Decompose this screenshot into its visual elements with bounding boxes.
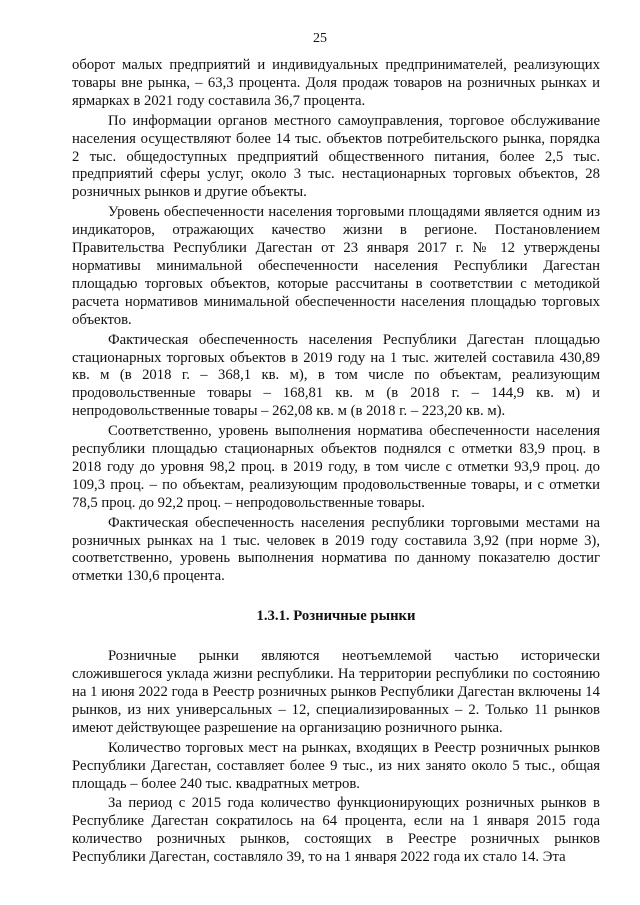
page-number: 25 [313,31,327,46]
paragraph: оборот малых предприятий и индивидуальных предпринимателей, реализующих товары вне рынка, – 63,3 процента. Доля продаж товаров на розничных рынках и ярмарках в 2021 году составила 36,7 процента. [72,57,600,109]
paragraph: Розничные рынки являются неотъемлемой частью исторически сложившегося уклада жизни республики. На территории республики по состоянию на 1 июня 2022 года в Реестр розничных рынков Республики Дагестан включены 14 рынков, из них универсальных – 12, специализированных – 2. Только 11 рынков имеют действующее разрешение на организацию розничного рынка. [72,648,600,736]
section-heading: 1.3.1. Розничные рынки [256,608,416,625]
paragraph: Уровень обеспеченности населения торговыми площадями является одним из индикаторов, отражающих качество жизни в регионе. Постановлением Правительства Республики Дагестан от 23 января 2017 г. № 12 утверждены нормативы минимальной обеспеченности населения Республики Дагестан площадью торговых объектов, которые рассчитаны в соответствии с методикой расчета нормативов минимальной обеспеченности населения площадью торговых объектов. [72,204,600,328]
paragraph: По информации органов местного самоуправления, торговое обслуживание населения осуществляют более 14 тыс. объектов потребительского рынка, порядка 2 тыс. общедоступных предприятий общественного питания, более 2,5 тыс. предприятий сферы услуг, около 3 тыс. нестационарных торговых объектов, 28 розничных рынков и другие объекты. [72,112,600,201]
paragraph: Количество торговых мест на рынках, входящих в Реестр розничных рынков Республики Дагестан, составляет более 9 тыс., из них занято около 5 тыс., общая площадь – более 240 тыс. квадратных метров. [72,739,600,792]
paragraph: Фактическая обеспеченность населения Республики Дагестан площадью стационарных торговых объектов в 2019 году на 1 тыс. жителей составила 430,89 кв. м (в 2018 г. – 368,1 кв. м), в том числе по объектам, реализующим продовольственные товары – 168,81 кв. м (в 2018 г. – 144,9 кв. м) и непродовольственные товары – 262,08 кв. м (в 2018 г. – 223,20 кв. м). [72,331,600,420]
document-body [72,57,600,867]
paragraph: Соответственно, уровень выполнения норматива обеспеченности населения республики площадью стационарных объектов поднялся с отметки 83,9 проц. в 2018 году до уровня 98,2 проц. в 2019 году, в том числе с отметки 93,9 проц. до 109,3 проц. – по объектам, реализующим продовольственные товары, и с отметки 78,5 проц. до 92,2 проц. – непродовольственные товары. [72,423,600,511]
paragraph: За период с 2015 года количество функционирующих розничных рынков в Республике Дагестан сократилось на 64 процента, если на 1 января 2015 года количество розничных рынков, состоящих в Реестре розничных рынков Республики Дагестан, составляло 39, то на 1 января 2022 года их стало 14. Эта [72,795,600,866]
paragraph: Фактическая обеспеченность населения республики торговыми местами на розничных рынках на 1 тыс. человек в 2019 году составила 3,92 (при норме 3), соответственно, уровень выполнения норматива по данному показателю достиг отметки 130,6 процента. [72,514,600,585]
